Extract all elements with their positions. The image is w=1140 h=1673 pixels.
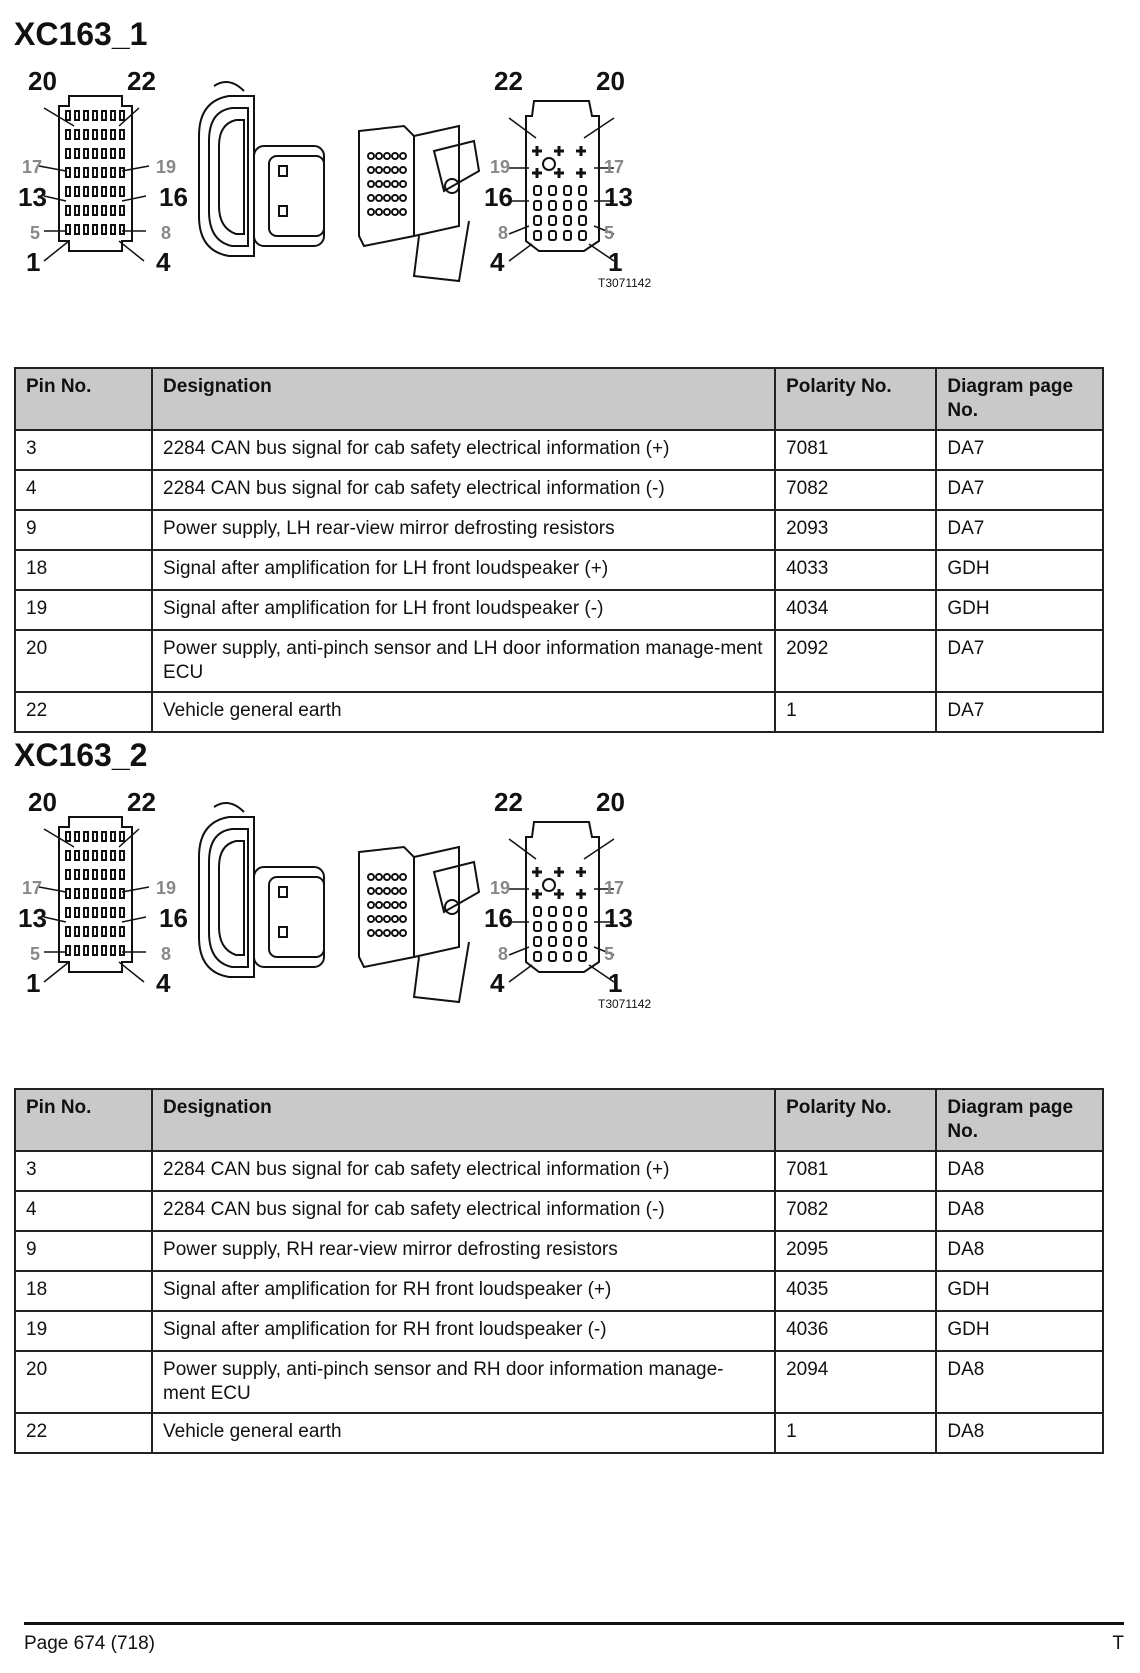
cell-designation: Power supply, LH rear-view mirror defrosting resistors	[152, 510, 775, 550]
section-title: XC163_1	[14, 16, 148, 52]
pin-label: 5	[604, 223, 615, 243]
connector-section-xc163-1	[14, 12, 1104, 721]
pin-label: 5	[30, 944, 41, 964]
cell-diagram-page: GDH	[936, 1271, 1103, 1311]
connector-diagram	[14, 56, 1104, 301]
table-row	[15, 470, 1103, 510]
cell-polarity-no: 7082	[775, 1191, 936, 1231]
cell-pin-no: 18	[15, 550, 152, 590]
pin-label: 22	[494, 787, 523, 817]
pin-label: 17	[22, 878, 43, 898]
cell-designation: 2284 CAN bus signal for cab safety electrical information (+)	[152, 430, 775, 470]
pin-label: 22	[127, 787, 156, 817]
pin-label: 5	[604, 944, 615, 964]
pin-label: 19	[156, 878, 177, 898]
pin-label: 8	[498, 944, 509, 964]
pin-label: 5	[30, 223, 41, 243]
pin-label: 1	[26, 247, 41, 277]
pin-label: 4	[490, 247, 505, 277]
cell-designation: Signal after amplification for LH front loudspeaker (+)	[152, 550, 775, 590]
pin-table	[14, 367, 1104, 733]
cell-pin-no: 19	[15, 1311, 152, 1351]
connector-graphics	[39, 803, 614, 1002]
pin-table	[14, 1088, 1104, 1454]
connector-graphics	[39, 82, 614, 281]
header-polarity-no: Polarity No.	[775, 1089, 936, 1151]
cell-pin-no: 3	[15, 1151, 152, 1191]
cell-pin-no: 20	[15, 630, 152, 692]
cell-pin-no: 3	[15, 430, 152, 470]
connector-diagram	[14, 777, 1104, 1022]
pin-label: 8	[161, 223, 172, 243]
pin-label: 20	[596, 66, 625, 96]
connector-drawing	[14, 777, 654, 1007]
figure-code: T3071142	[598, 997, 652, 1011]
pin-label: 13	[18, 903, 47, 933]
table-row	[15, 510, 1103, 550]
cell-polarity-no: 7081	[775, 430, 936, 470]
pin-face-right	[509, 101, 614, 261]
cell-polarity-no: 4035	[775, 1271, 936, 1311]
cell-diagram-page: GDH	[936, 590, 1103, 630]
cell-designation: Signal after amplification for RH front loudspeaker (-)	[152, 1311, 775, 1351]
cell-designation: Power supply, RH rear-view mirror defrosting resistors	[152, 1231, 775, 1271]
cell-diagram-page: DA7	[936, 430, 1103, 470]
pin-label: 13	[604, 903, 633, 933]
table-body	[15, 1151, 1103, 1453]
footer-mark: T	[1112, 1633, 1124, 1654]
header-pin-no: Pin No.	[15, 1089, 152, 1151]
pin-label: 16	[484, 182, 513, 212]
pin-label: 4	[156, 247, 171, 277]
pin-label: 4	[490, 968, 505, 998]
cell-pin-no: 4	[15, 470, 152, 510]
pin-label: 17	[22, 157, 43, 177]
pin-label: 22	[494, 66, 523, 96]
table-row	[15, 1151, 1103, 1191]
cell-polarity-no: 2093	[775, 510, 936, 550]
cell-designation: Power supply, anti-pinch sensor and LH door information manage-ment ECU	[152, 630, 775, 692]
pin-label: 22	[127, 66, 156, 96]
header-pin-no: Pin No.	[15, 368, 152, 430]
pin-label: 17	[604, 878, 625, 898]
header-designation: Designation	[152, 1089, 775, 1151]
pin-label: 13	[18, 182, 47, 212]
cell-pin-no: 9	[15, 1231, 152, 1271]
cell-polarity-no: 2092	[775, 630, 936, 692]
cell-pin-no: 4	[15, 1191, 152, 1231]
pin-label: 8	[498, 223, 509, 243]
table-row	[15, 430, 1103, 470]
pin-label: 1	[608, 247, 623, 277]
table-row	[15, 692, 1103, 732]
header-polarity-no: Polarity No.	[775, 368, 936, 430]
pin-label: 4	[156, 968, 171, 998]
table-row	[15, 630, 1103, 692]
cell-pin-no: 9	[15, 510, 152, 550]
table-row	[15, 1311, 1103, 1351]
pin-label: 20	[28, 787, 57, 817]
pin-label: 8	[161, 944, 172, 964]
cell-designation: Power supply, anti-pinch sensor and RH door information manage-ment ECU	[152, 1351, 775, 1413]
connector-section-xc163-2	[14, 733, 1104, 1442]
cell-designation: 2284 CAN bus signal for cab safety electrical information (-)	[152, 1191, 775, 1231]
cell-diagram-page: DA8	[936, 1191, 1103, 1231]
page-footer	[24, 1622, 1124, 1665]
table-body	[15, 430, 1103, 732]
table-row	[15, 590, 1103, 630]
pin-label: 1	[26, 968, 41, 998]
pin-label: 19	[156, 157, 177, 177]
table-row	[15, 1231, 1103, 1271]
table-header-row	[15, 368, 1103, 430]
cell-polarity-no: 1	[775, 1413, 936, 1453]
section-title: XC163_2	[14, 737, 148, 773]
pin-face-right	[509, 822, 614, 982]
cell-polarity-no: 7082	[775, 470, 936, 510]
cell-designation: 2284 CAN bus signal for cab safety electrical information (+)	[152, 1151, 775, 1191]
table-row	[15, 550, 1103, 590]
cell-polarity-no: 4036	[775, 1311, 936, 1351]
cell-pin-no: 22	[15, 1413, 152, 1453]
cell-diagram-page: DA8	[936, 1413, 1103, 1453]
header-designation: Designation	[152, 368, 775, 430]
pin-label: 17	[604, 157, 625, 177]
cell-designation: Vehicle general earth	[152, 1413, 775, 1453]
cell-polarity-no: 7081	[775, 1151, 936, 1191]
table-row	[15, 1413, 1103, 1453]
cell-pin-no: 20	[15, 1351, 152, 1413]
table-row	[15, 1351, 1103, 1413]
plug-body	[199, 803, 324, 977]
pin-label: 1	[608, 968, 623, 998]
pin-face-left	[39, 817, 149, 982]
pin-label: 19	[490, 157, 511, 177]
cell-diagram-page: DA7	[936, 630, 1103, 692]
cell-polarity-no: 4034	[775, 590, 936, 630]
cell-pin-no: 22	[15, 692, 152, 732]
cell-polarity-no: 2094	[775, 1351, 936, 1413]
header-diagram-page: Diagram page No.	[936, 368, 1103, 430]
table-row	[15, 1191, 1103, 1231]
pin-label: 16	[159, 182, 188, 212]
table-header-row	[15, 1089, 1103, 1151]
cell-diagram-page: DA8	[936, 1151, 1103, 1191]
pin-label: 13	[604, 182, 633, 212]
pin-face-left	[39, 96, 149, 261]
cell-diagram-page: DA7	[936, 510, 1103, 550]
cell-diagram-page: GDH	[936, 550, 1103, 590]
figure-code: T3071142	[598, 276, 652, 290]
header-diagram-page: Diagram page No.	[936, 1089, 1103, 1151]
cell-diagram-page: DA7	[936, 470, 1103, 510]
cell-pin-no: 19	[15, 590, 152, 630]
plug-body	[199, 82, 324, 256]
cell-diagram-page: GDH	[936, 1311, 1103, 1351]
pin-label: 20	[28, 66, 57, 96]
cell-diagram-page: DA8	[936, 1231, 1103, 1271]
cell-diagram-page: DA7	[936, 692, 1103, 732]
cell-polarity-no: 1	[775, 692, 936, 732]
cell-designation: 2284 CAN bus signal for cab safety electrical information (-)	[152, 470, 775, 510]
cell-designation: Vehicle general earth	[152, 692, 775, 732]
connector-housing	[359, 126, 479, 281]
pin-label: 19	[490, 878, 511, 898]
pin-label: 16	[159, 903, 188, 933]
cell-diagram-page: DA8	[936, 1351, 1103, 1413]
page-number: Page 674 (718)	[24, 1633, 155, 1654]
cell-polarity-no: 4033	[775, 550, 936, 590]
pin-label: 16	[484, 903, 513, 933]
cell-polarity-no: 2095	[775, 1231, 936, 1271]
cell-designation: Signal after amplification for RH front loudspeaker (+)	[152, 1271, 775, 1311]
pin-label: 20	[596, 787, 625, 817]
table-row	[15, 1271, 1103, 1311]
cell-designation: Signal after amplification for LH front loudspeaker (-)	[152, 590, 775, 630]
connector-housing	[359, 847, 479, 1002]
cell-pin-no: 18	[15, 1271, 152, 1311]
connector-drawing	[14, 56, 654, 286]
